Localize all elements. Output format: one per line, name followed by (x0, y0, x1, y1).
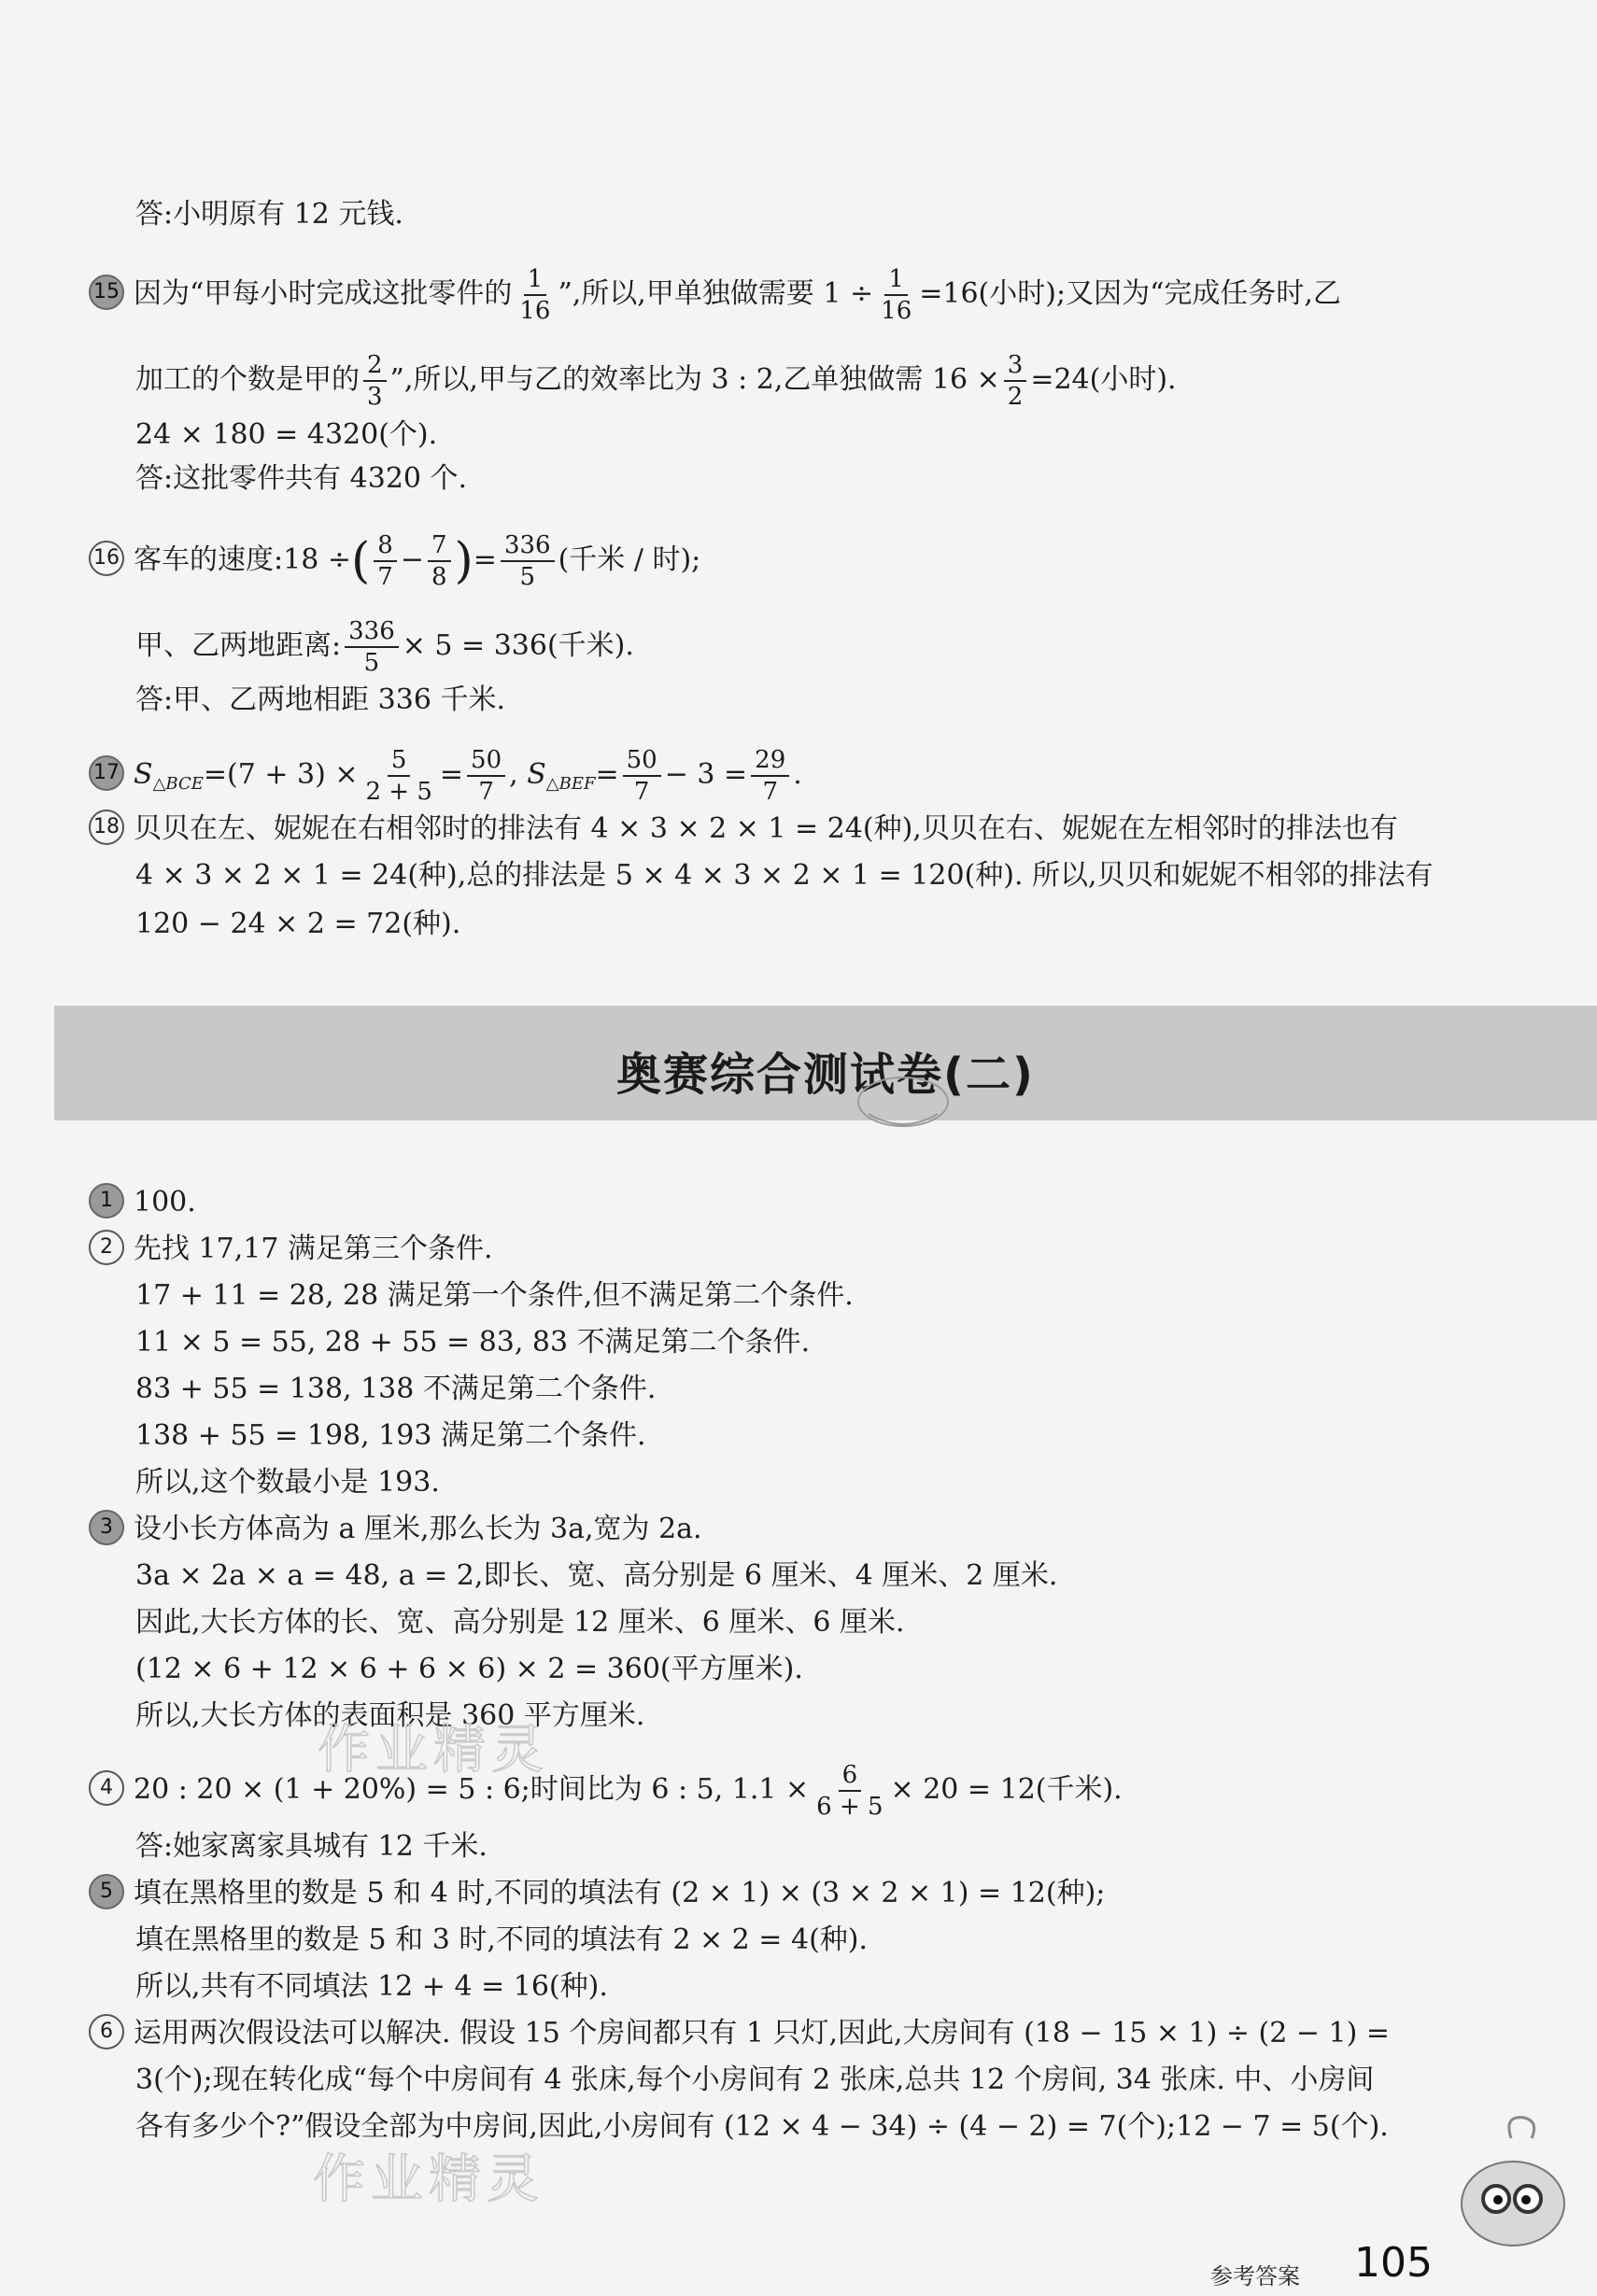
text: 甲、乙两地距离: (135, 629, 342, 662)
answer-6-line-1 (89, 2015, 1390, 2052)
text: =24(小时). (1030, 363, 1177, 396)
text: ”,所以,甲与乙的效率比为 3 : 2,乙单独做需 16 × (389, 363, 1000, 396)
question-17-line-1: 17 $S_{\triangle BCE}=(7 + 3)$ × $\frac{5}{2 + 5}$ = $\frac{50}{7}$ , $S_{\triangle BEF}=$ $\frac{50}{7}$ − 3 = $\frac{29}{7}$ . (89, 745, 802, 807)
text: 100. (134, 1186, 196, 1218)
answer-2-line-5: 138 + 55 = 198, 193 满足第二个条件. (135, 1419, 646, 1452)
text: 填在黑格里的数是 5 和 4 时,不同的填法有 (2 × 1) × (3 × 2 × 1) = 12(种); (134, 1877, 1106, 1909)
question-18-line-2: 4 × 3 × 2 × 1 = 24(种),总的排法是 5 × 4 × 3 × 2 × 1 = 120(种). 所以,贝贝和妮妮不相邻的排法有 (135, 859, 1434, 892)
text: × 5 = 336(千米). (402, 629, 634, 662)
footer-label: 参考答案 (1210, 2263, 1300, 2289)
question-number-badge: 5 (89, 1874, 124, 1909)
watermark: 作业精灵 (313, 2149, 544, 2210)
section-title: 奥赛综合测试卷(二) (616, 1049, 1035, 1101)
answer-line: 答:小明原有 12 元钱. (135, 198, 403, 231)
answer-4-line-1 (89, 1760, 1123, 1822)
answer-6-line-3: 各有多少个?”假设全部为中房间,因此,小房间有 (12 × 4 − 34) ÷ (4 − 2) = 7(个);12 − 7 = 5(个). (135, 2110, 1389, 2143)
answer-5-line-1 (89, 1875, 1105, 1912)
fraction: $\frac{336}{5}$ (501, 530, 555, 592)
text: 因为“甲每小时完成这批零件的 (134, 277, 513, 310)
answer-3-line-2: 3a × 2a × a = 48, a = 2,即长、宽、高分别是 6 厘米、4 厘米、2 厘米. (135, 1559, 1058, 1592)
answer-2-line-1 (89, 1231, 493, 1268)
question-number-badge: 16 (89, 541, 124, 576)
question-15-line-3: 24 × 180 = 4320(个). (135, 418, 438, 451)
text: × 20 = 12(千米). (890, 1773, 1123, 1806)
watermark: 作业精灵 (318, 1720, 549, 1781)
fraction: $\frac{6}{6 + 5}$ (816, 1761, 883, 1821)
text: 20 : 20 × (1 + 20%) = 5 : 6;时间比为 6 : 5, 1.1 × (134, 1773, 810, 1806)
answer-2-line-3: 11 × 5 = 55, 28 + 55 = 83, 83 不满足第二个条件. (135, 1326, 811, 1359)
question-number-badge: 6 (89, 2014, 124, 2049)
answer-3-line-5: 所以,大长方体的表面积是 360 平方厘米. (135, 1699, 645, 1732)
answer-3-line-1 (89, 1511, 702, 1548)
question-16-line-3: 答:甲、乙两地相距 336 千米. (135, 683, 505, 716)
fraction: $\frac{3}{2}$ (1004, 350, 1027, 412)
stamp-icon (852, 1069, 954, 1134)
fraction: $\frac{5}{2 + 5}$ (365, 746, 432, 806)
text: =(7 + 3) × (203, 758, 359, 791)
answer-5-line-3: 所以,共有不同填法 12 + 4 = 16(种). (135, 1970, 608, 2003)
question-number-badge: 2 (89, 1230, 124, 1265)
answer-6-line-2: 3(个);现在转化成“每个中房间有 4 张床,每个小房间有 2 张床,总共 12 个房间, 34 张床. 中、小房间 (135, 2064, 1375, 2096)
answer-5-line-2: 填在黑格里的数是 5 和 3 时,不同的填法有 2 × 2 = 4(种). (135, 1923, 869, 1956)
fraction: $\frac{50}{7}$ (467, 745, 505, 807)
text: 设小长方体高为 a 厘米,那么长为 3a,宽为 2a. (134, 1513, 702, 1545)
text: = (595, 758, 619, 791)
answer-4-line-2: 答:她家离家具城有 12 千米. (135, 1830, 488, 1863)
text: 加工的个数是甲的 (135, 363, 360, 396)
text: (千米 / 时); (558, 543, 701, 576)
question-number-badge: 17 (89, 755, 124, 791)
text: 贝贝在左、妮妮在右相邻时的排法有 4 × 3 × 2 × 1 = 24(种),贝贝在右、妮妮在左相邻时的排法也有 (134, 812, 1398, 845)
fraction: $\frac{1}{16}$ (519, 265, 551, 325)
fraction: $\frac{29}{7}$ (751, 745, 789, 807)
answer-3-line-4: (12 × 6 + 12 × 6 + 6 × 6) × 2 = 360(平方厘米). (135, 1653, 803, 1685)
question-18-line-3: 120 − 24 × 2 = 72(种). (135, 908, 461, 940)
section-banner (54, 1006, 1597, 1120)
question-16-line-2 (135, 616, 634, 678)
text: 客车的速度:18 ÷ (134, 543, 351, 576)
answer-2-line-4: 83 + 55 = 138, 138 不满足第二个条件. (135, 1373, 657, 1405)
mascot-icon (1438, 2110, 1578, 2250)
text: ”,所以,甲单独做需要 1 ÷ (558, 277, 874, 310)
question-number-badge: 18 (89, 810, 124, 845)
page-number: 105 (1354, 2239, 1433, 2287)
question-15-line-4: 答:这批零件共有 4320 个. (135, 462, 468, 495)
fraction: $\frac{2}{3}$ (363, 350, 387, 412)
question-15-line-1 (89, 264, 1341, 326)
question-16-line-1: 16 客车的速度:18 ÷( $\frac{8}{7}$ − $\frac{7}{8}$ )= $\frac{336}{5}$ (千米 / 时); (89, 530, 700, 592)
fraction: $\frac{7}{8}$ (428, 530, 451, 592)
fraction: $\frac{336}{5}$ (345, 616, 399, 678)
question-15-line-2 (135, 350, 1177, 412)
text: − (400, 543, 424, 576)
text: 先找 17,17 满足第三个条件. (134, 1233, 493, 1265)
text: − 3 = (664, 758, 748, 791)
text: . (793, 758, 802, 791)
answer-1-line-1 (89, 1184, 196, 1221)
question-number-badge: 15 (89, 275, 124, 310)
answer-3-line-3: 因此,大长方体的长、宽、高分别是 12 厘米、6 厘米、6 厘米. (135, 1606, 905, 1639)
answer-2-line-2: 17 + 11 = 28, 28 满足第一个条件,但不满足第二个条件. (135, 1279, 854, 1312)
question-number-badge: 3 (89, 1510, 124, 1545)
answer-2-line-6: 所以,这个数最小是 193. (135, 1466, 440, 1499)
text: 运用两次假设法可以解决. 假设 15 个房间都只有 1 只灯,因此,大房间有 (18 − 15 × 1) ÷ (2 − 1) = (134, 2017, 1391, 2049)
fraction: $\frac{50}{7}$ (623, 745, 661, 807)
question-number-badge: 1 (89, 1183, 124, 1218)
text: = (473, 543, 497, 576)
fraction: $\frac{8}{7}$ (374, 530, 397, 592)
question-18-line-1 (89, 810, 1398, 848)
text: , (509, 758, 518, 791)
text: = (439, 758, 464, 791)
question-number-badge: 4 (89, 1770, 124, 1806)
text: =16(小时);又因为“完成任务时,乙 (919, 277, 1341, 310)
fraction: $\frac{1}{16}$ (881, 265, 912, 325)
